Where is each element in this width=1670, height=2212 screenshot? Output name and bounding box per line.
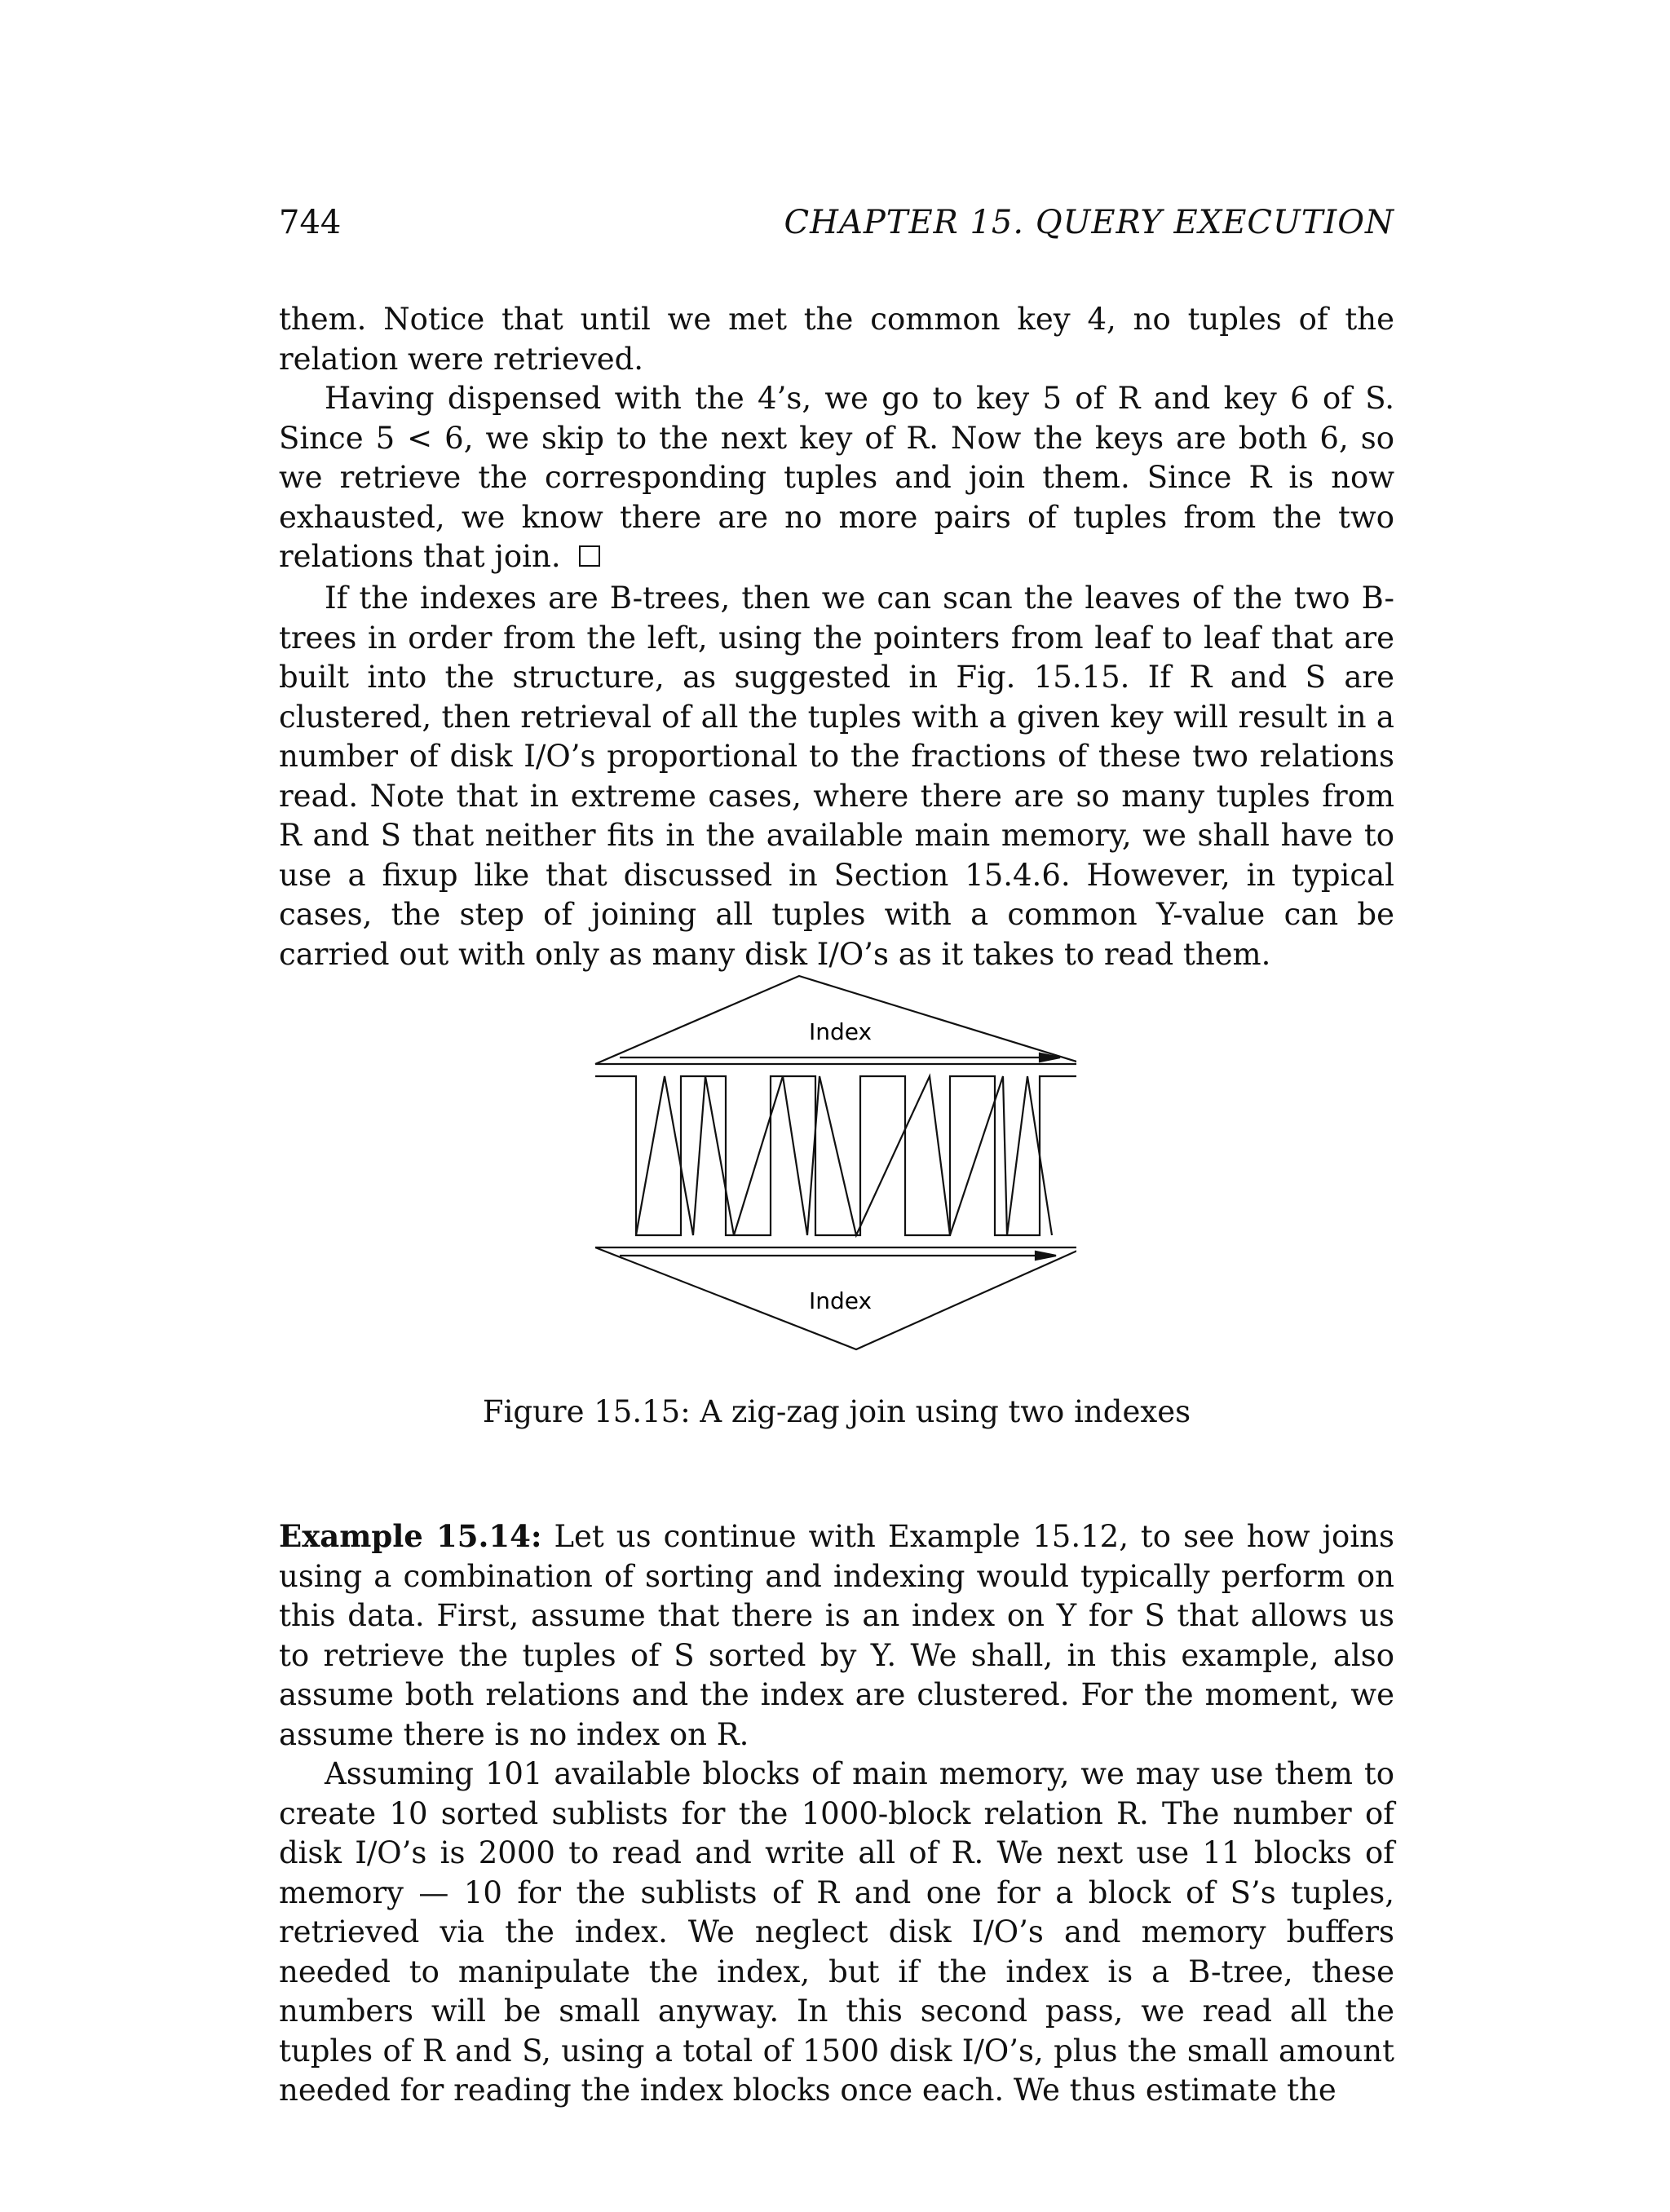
- example-label: Example 15.14:: [279, 1518, 542, 1554]
- text-block-middle: [279, 579, 1394, 974]
- example-paragraph: [279, 1517, 1394, 1755]
- zigzag-join-figure: [587, 966, 1076, 1358]
- paragraph-continuation: them. Notice that until we met the common key 4, no tuples of the relation were retrieved.: [279, 302, 1394, 377]
- figure-caption: Figure 15.15: A zig-zag join using two indexes: [482, 1394, 1191, 1429]
- paragraph-text: Having dispensed with the 4’s, we go to key 5 of R and key 6 of S. Since 5 < 6, we skip to the next key of R. Now the keys are both 6, so we retrieve the corresponding tuples and join them. Since R is now exhausted, we know there are no more pairs of tuples from the two relations that join.: [279, 381, 1394, 574]
- bottom-arrow-head: [1036, 1252, 1056, 1260]
- running-head: CHAPTER 15. QUERY EXECUTION: [784, 204, 1394, 241]
- page-header: [279, 204, 1394, 253]
- paragraph-memory: Assuming 101 available blocks of main memory, we may use them to create 10 sorted sublists for the 1000-block relation R. The number of disk I/O’s is 2000 to read and write all of R. We next use 11 blocks of memory — 10 for the sublists of R and one for a block of S’s tuples, retrieved via the index. We neglect disk I/O’s and memory buffers needed to manipulate the index, but if the index is a B-tree, these numbers will be small anyway. In this second pass, we read all the tuples of R and S, using a total of 1500 disk I/O’s, plus the small amount needed for reading the index blocks once each. We thus estimate the: [279, 1756, 1394, 2108]
- top-index-label: Index: [809, 1018, 873, 1045]
- paragraph-example-end: [279, 379, 1394, 577]
- page-number: 744: [279, 204, 342, 241]
- bottom-index-label: Index: [809, 1287, 873, 1314]
- example-text: Let us continue with Example 15.12, to see how joins using a combination of sorting and indexing would typically perform on this data. First, assume that there is an index on Y for S that allows us to retrieve the tuples of S sorted by Y. We shall, in this example, also assume both relations and the index are clustered. For the moment, we assume there is no index on R.: [279, 1519, 1394, 1752]
- zigzag-pointers: [636, 1076, 1052, 1235]
- text-block-bottom: [279, 1517, 1394, 2111]
- text-block-top: [279, 300, 1394, 577]
- end-of-example-icon: [579, 545, 600, 567]
- paragraph-btree: If the indexes are B-trees, then we can scan the leaves of the two B-trees in order from the left, using the pointers from leaf to leaf that are built into the structure, as suggested in Fig. 15.15. If R and S are clustered, then retrieval of all the tuples with a given key will result in a number of disk I/O’s proportional to the fractions of these two relations read. Note that in extreme cases, where there are so many tuples from R and S that neither fits in the available main memory, we shall have to use a fixup like that discussed in Section 15.4.6. However, in typical cases, the step of joining all tuples with a common Y-value can be carried out with only as many disk I/O’s as it takes to read them.: [279, 581, 1394, 972]
